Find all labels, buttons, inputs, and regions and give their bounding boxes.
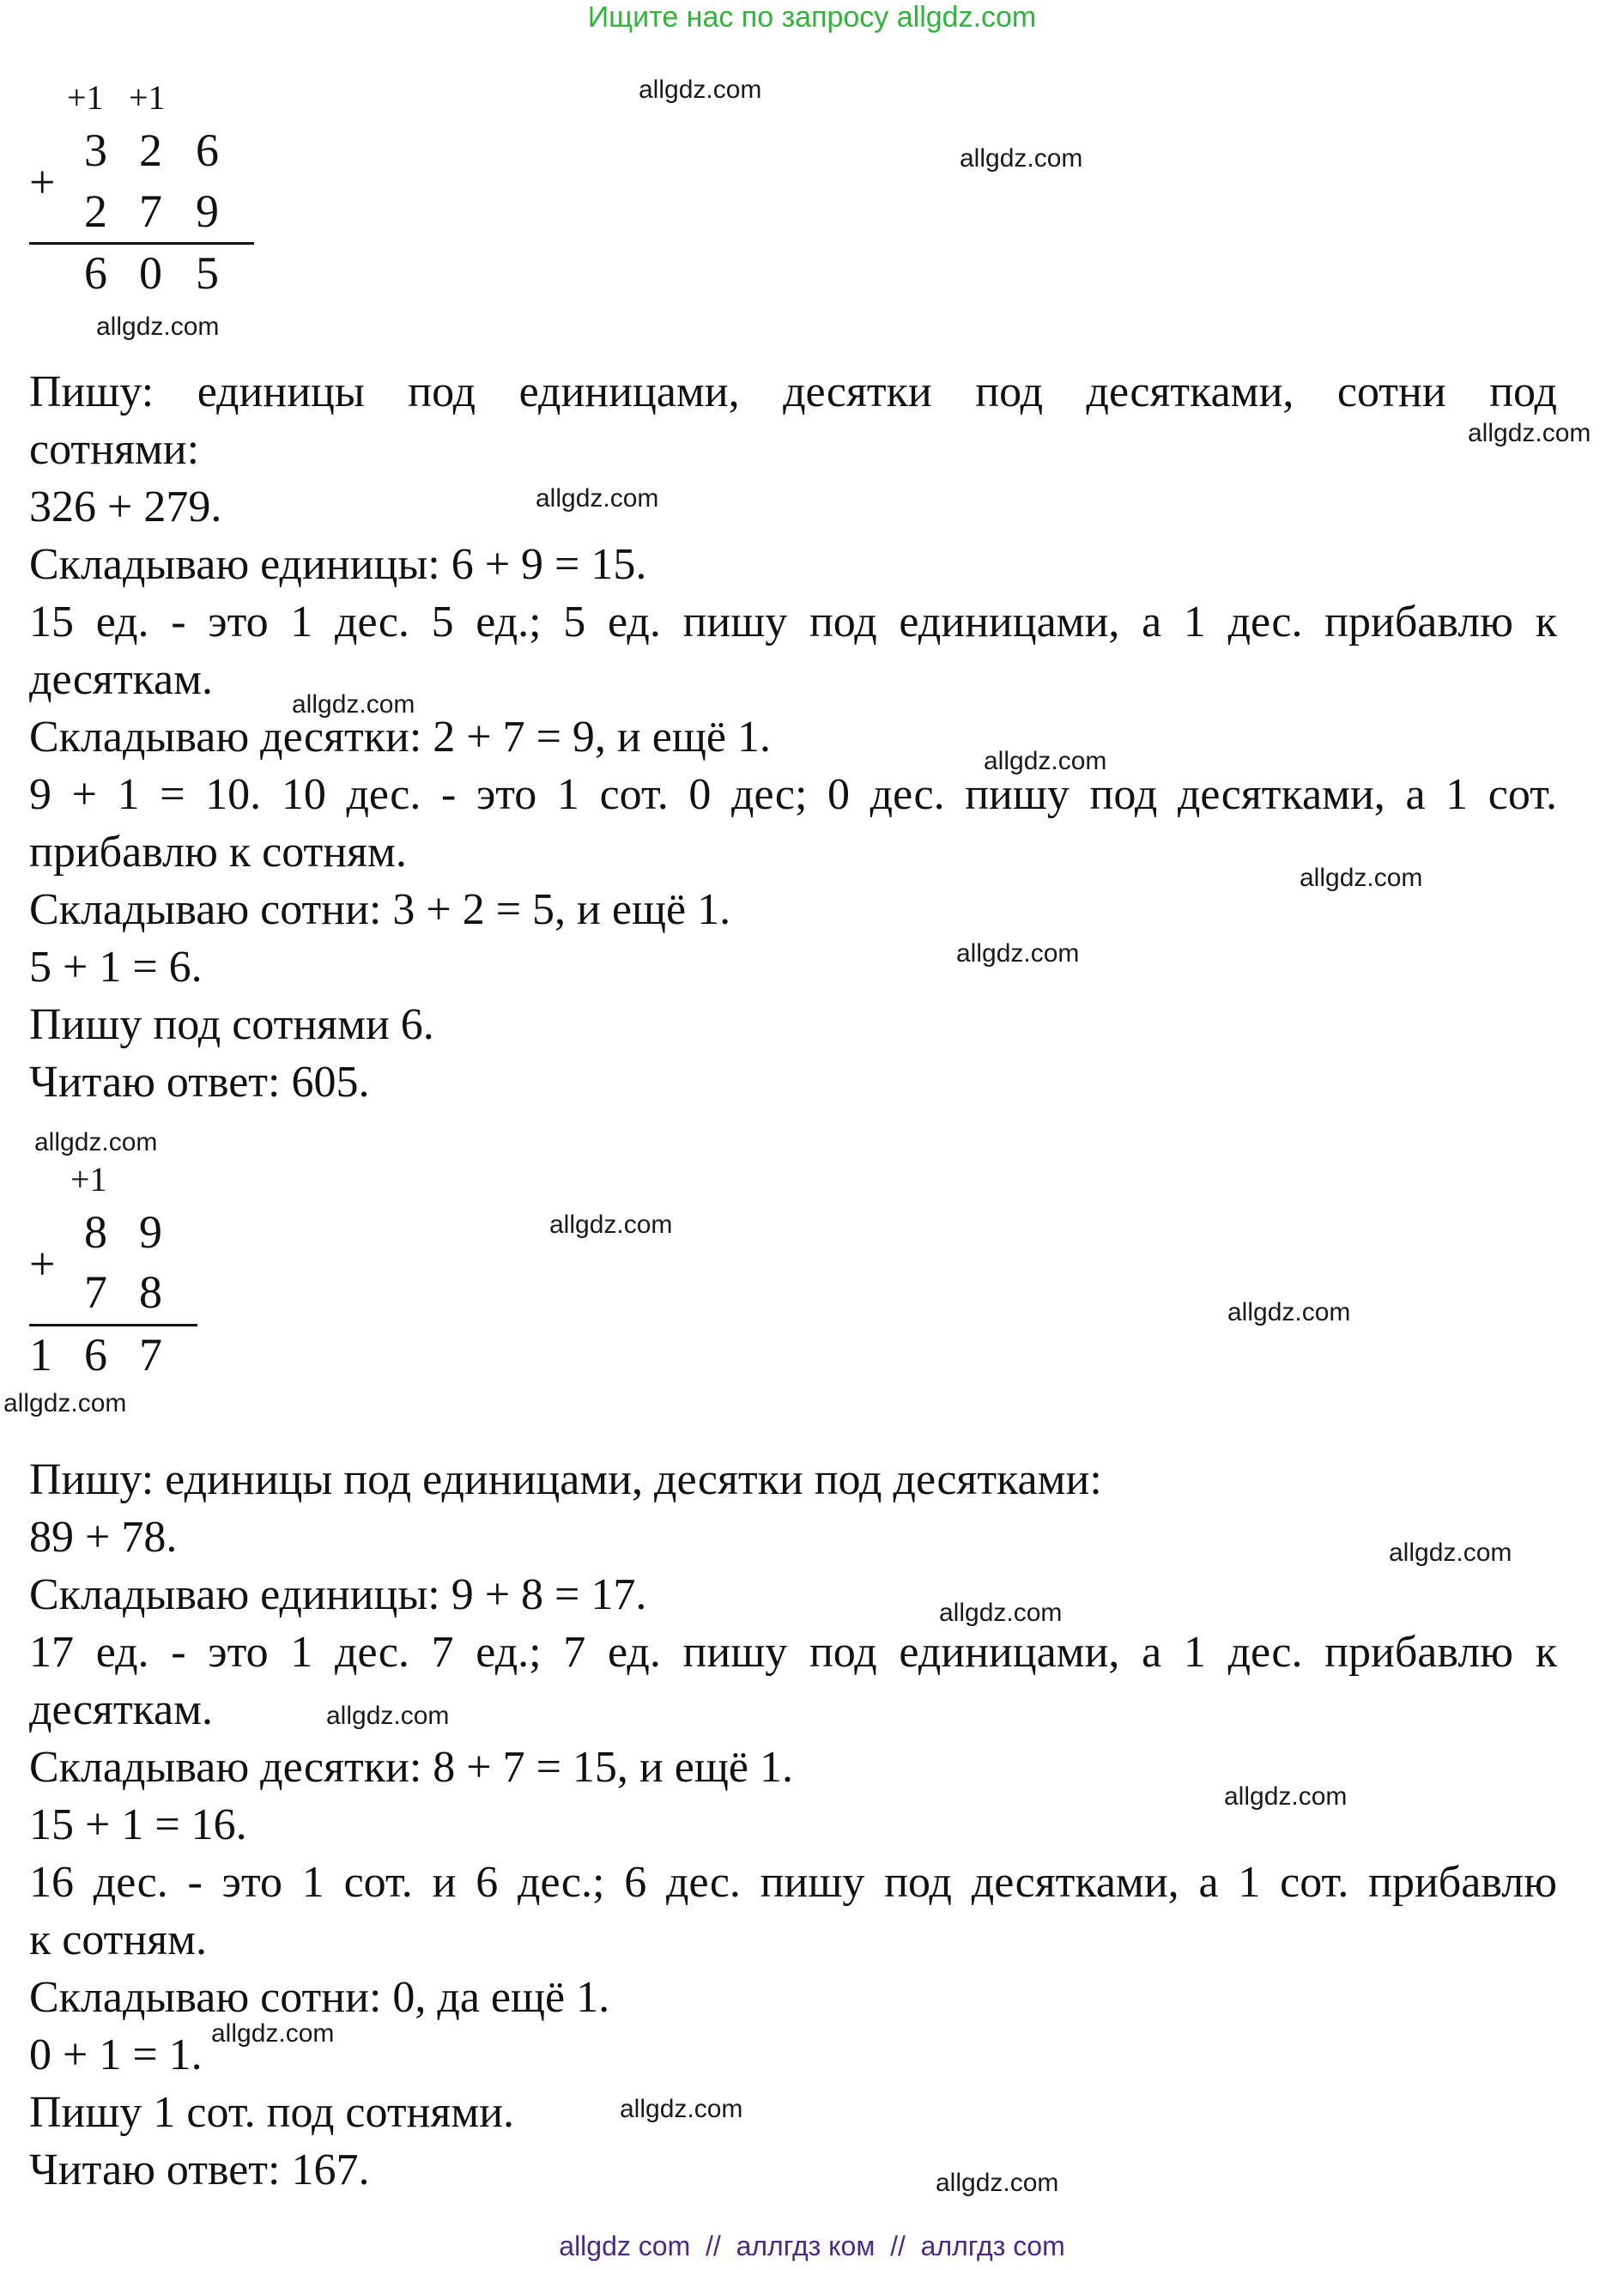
watermark: allgdz.com xyxy=(1224,1782,1348,1811)
text-line: прибавлю к сотням. xyxy=(29,828,407,877)
text-line: Читаю ответ: 167. xyxy=(29,2146,370,2194)
watermark: allgdz.com xyxy=(639,76,762,104)
explanation-2 xyxy=(29,1451,1557,2199)
text-line: Пишу: единицы под единицами, десятки под десятками, сотни под xyxy=(29,367,1557,416)
top-digit: 6 xyxy=(196,124,219,176)
result-digit: 7 xyxy=(139,1329,162,1381)
carry-mark: +1 xyxy=(70,1160,107,1199)
explanation-1 xyxy=(29,363,1557,1111)
text-line: 15 ед. - это 1 дес. 5 ед.; 5 ед. пишу под единицами, а 1 дес. прибавлю к xyxy=(29,598,1557,646)
watermark: allgdz.com xyxy=(1468,419,1591,447)
result-digit: 6 xyxy=(84,1329,107,1381)
text-line: 15 + 1 = 16. xyxy=(29,1800,247,1849)
plus-operator: + xyxy=(29,156,56,208)
text-line: Складываю сотни: 3 + 2 = 5, и ещё 1. xyxy=(29,885,731,934)
watermark: allgdz.com xyxy=(3,1389,127,1417)
watermark: allgdz.com xyxy=(984,747,1107,775)
result-digit: 1 xyxy=(29,1329,52,1381)
watermark: allgdz.com xyxy=(292,690,415,719)
watermark: allgdz.com xyxy=(326,1702,450,1730)
bottom-digit: 7 xyxy=(84,1266,107,1318)
watermark: allgdz.com xyxy=(956,939,1080,968)
watermark: allgdz.com xyxy=(620,2095,743,2123)
text-line: Пишу: единицы под единицами, десятки под десятками: xyxy=(29,1455,1102,1504)
text-line: 9 + 1 = 10. 10 дес. - это 1 сот. 0 дес; 0 дес. пишу под десятками, а 1 сот. xyxy=(29,770,1557,819)
result-digit: 5 xyxy=(196,247,219,299)
watermark: allgdz.com xyxy=(96,313,220,341)
site-header[interactable]: Ищите нас по запросу allgdz.com xyxy=(587,1,1037,33)
bottom-digit: 7 xyxy=(139,185,162,237)
text-line: Складываю сотни: 0, да ещё 1. xyxy=(29,1973,610,2022)
text-line: 89 + 78. xyxy=(29,1513,178,1562)
text-line: десяткам. xyxy=(29,655,214,704)
bottom-digit: 2 xyxy=(84,185,107,237)
carry-mark: +1 xyxy=(129,78,166,117)
watermark: allgdz.com xyxy=(1389,1539,1512,1567)
text-line: Пишу 1 сот. под сотнями. xyxy=(29,2088,515,2137)
bottom-digit: 9 xyxy=(196,185,219,237)
text-line: десяткам. xyxy=(29,1685,214,1734)
sum-line xyxy=(29,1324,197,1326)
text-line: 326 + 279. xyxy=(29,483,222,531)
text-line: Складываю единицы: 6 + 9 = 15. xyxy=(29,540,647,589)
top-digit: 9 xyxy=(139,1206,162,1258)
text-line: к сотням. xyxy=(29,1915,208,1964)
watermark: allgdz.com xyxy=(1227,1298,1351,1326)
watermark: allgdz.com xyxy=(1300,864,1423,892)
watermark: allgdz.com xyxy=(549,1211,673,1239)
text-line: Складываю единицы: 9 + 8 = 17. xyxy=(29,1570,647,1619)
carry-mark: +1 xyxy=(67,78,104,117)
top-digit: 8 xyxy=(84,1206,107,1258)
top-digit: 2 xyxy=(139,124,162,176)
site-footer[interactable]: allgdz com // аллгдз ком // аллгдз com xyxy=(559,2231,1065,2261)
result-digit: 0 xyxy=(139,247,162,299)
top-digit: 3 xyxy=(84,124,107,176)
sum-line xyxy=(29,242,254,245)
watermark: allgdz.com xyxy=(960,144,1083,173)
text-line: Читаю ответ: 605. xyxy=(29,1058,370,1107)
watermark: allgdz.com xyxy=(939,1599,1063,1627)
text-line: 5 + 1 = 6. xyxy=(29,943,203,992)
text-line: Пишу под сотнями 6. xyxy=(29,1000,434,1049)
text-line: сотнями: xyxy=(29,425,200,474)
bottom-digit: 8 xyxy=(139,1266,162,1318)
plus-operator: + xyxy=(29,1238,56,1290)
text-line: Складываю десятки: 8 + 7 = 15, и ещё 1. xyxy=(29,1743,793,1792)
watermark: allgdz.com xyxy=(936,2169,1059,2197)
text-line: 0 + 1 = 1. xyxy=(29,2030,203,2079)
text-line: Складываю десятки: 2 + 7 = 9, и ещё 1. xyxy=(29,713,771,762)
watermark: allgdz.com xyxy=(536,484,659,513)
result-digit: 6 xyxy=(84,247,107,299)
watermark: allgdz.com xyxy=(211,2019,335,2048)
text-line: 17 ед. - это 1 дес. 7 ед.; 7 ед. пишу под единицами, а 1 дес. прибавлю к xyxy=(29,1628,1557,1677)
text-line: 16 дес. - это 1 сот. и 6 дес.; 6 дес. пишу под десятками, а 1 сот. прибавлю xyxy=(29,1858,1557,1907)
watermark: allgdz.com xyxy=(34,1128,158,1156)
